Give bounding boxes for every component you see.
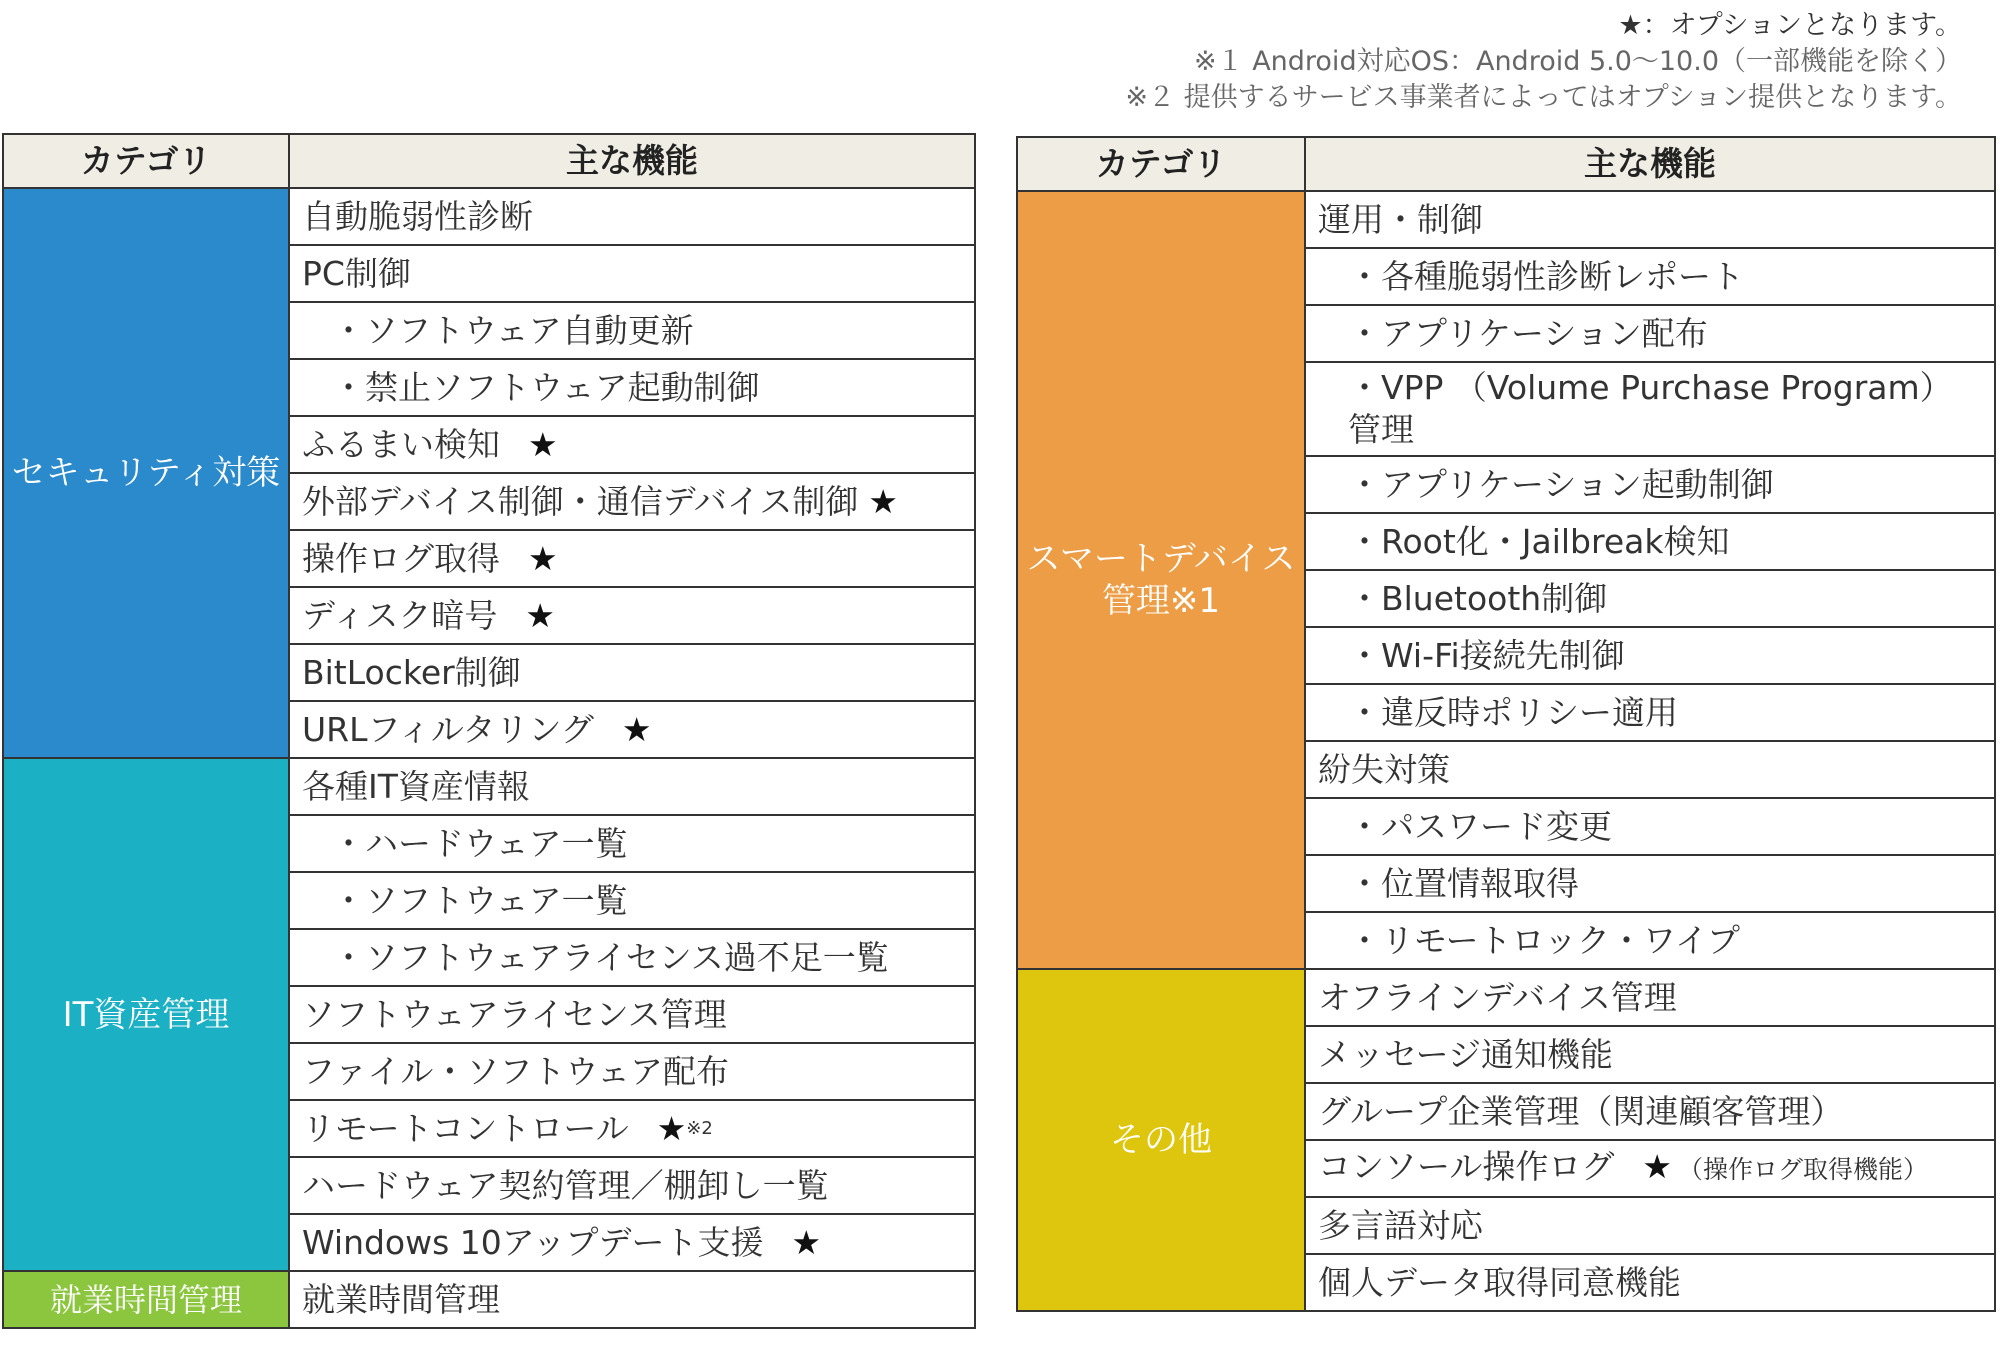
- feature-cell: ・アプリケーション配布: [1305, 305, 1995, 362]
- feature-cell: [289, 1214, 975, 1271]
- table-header-row: [3, 134, 975, 188]
- star-icon: ★: [1642, 1147, 1672, 1186]
- feature-cell: メッセージ通知機能: [1305, 1026, 1995, 1083]
- feature-cell: ・リモートロック・ワイプ: [1305, 912, 1995, 969]
- feature-cell: ファイル・ソフトウェア配布: [289, 1043, 975, 1100]
- feature-cell: [289, 1100, 975, 1157]
- feature-cell: ・位置情報取得: [1305, 855, 1995, 912]
- star-icon: ★: [621, 709, 652, 749]
- feature-cell: [289, 587, 975, 644]
- feature-text: ふるまい検知: [302, 424, 500, 464]
- feature-text: リモートコントロール: [302, 1108, 629, 1148]
- category-other: その他: [1017, 969, 1305, 1311]
- feature-cell: 自動脆弱性診断: [289, 188, 975, 245]
- note-star-option: ★：オプションとなります。: [1618, 10, 1962, 41]
- feature-table-right: [1016, 136, 1996, 1312]
- feature-cell: 各種IT資産情報: [289, 758, 975, 815]
- star-icon: ★: [525, 595, 555, 635]
- note-1-android-os: ※１ Android対応OS：Android 5.0～10.0（一部機能を除く）: [1193, 46, 1962, 77]
- feature-cell: [1305, 1140, 1995, 1197]
- feature-cell: 紛失対策: [1305, 741, 1995, 798]
- feature-text: Windows 10アップデート支援: [302, 1222, 764, 1262]
- feature-cell: ・ハードウェア一覧: [289, 815, 975, 872]
- feature-cell: BitLocker制御: [289, 644, 975, 701]
- note-ref-2: ※2: [686, 1117, 713, 1139]
- feature-cell: 運用・制御: [1305, 191, 1995, 248]
- header-features: 主な機能: [1305, 137, 1995, 191]
- note-2-provider-option: ※２ 提供するサービス事業者によってはオプション提供となります。: [1125, 82, 1962, 113]
- feature-cell: ソフトウェアライセンス管理: [289, 986, 975, 1043]
- feature-cell: 多言語対応: [1305, 1197, 1995, 1254]
- star-icon: ★: [528, 538, 558, 578]
- footnotes: [1125, 8, 1962, 116]
- category-smart-device: スマートデバイス管理※1: [1017, 191, 1305, 969]
- feature-cell: [289, 473, 975, 530]
- feature-cell: [289, 530, 975, 587]
- feature-cell: [289, 701, 975, 758]
- feature-text: ディスク暗号: [302, 595, 498, 635]
- feature-cell: ・Wi-Fi接続先制御: [1305, 627, 1995, 684]
- table-row: [3, 1271, 975, 1328]
- star-icon: ★: [868, 481, 898, 521]
- table-row: [1017, 969, 1995, 1026]
- feature-text: URLフィルタリング: [302, 709, 594, 749]
- feature-text: 外部デバイス制御・通信デバイス制御: [302, 481, 859, 521]
- feature-table-left: [2, 133, 976, 1329]
- feature-cell: ・Root化・Jailbreak検知: [1305, 513, 1995, 570]
- feature-cell: ・各種脆弱性診断レポート: [1305, 248, 1995, 305]
- header-category: カテゴリ: [3, 134, 289, 188]
- table-header-row: [1017, 137, 1995, 191]
- category-it-assets: IT資産管理: [3, 758, 289, 1271]
- feature-cell: PC制御: [289, 245, 975, 302]
- feature-text: 操作ログ取得: [302, 538, 500, 578]
- feature-cell: 就業時間管理: [289, 1271, 975, 1328]
- feature-cell: ・ソフトウェアライセンス過不足一覧: [289, 929, 975, 986]
- feature-cell: ・違反時ポリシー適用: [1305, 684, 1995, 741]
- feature-cell: ・パスワード変更: [1305, 798, 1995, 855]
- category-work-time: 就業時間管理: [3, 1271, 289, 1328]
- feature-cell: 個人データ取得同意機能: [1305, 1254, 1995, 1311]
- feature-cell: ・アプリケーション起動制御: [1305, 456, 1995, 513]
- table-row: [3, 188, 975, 245]
- feature-cell: ・ソフトウェア一覧: [289, 872, 975, 929]
- feature-cell: オフラインデバイス管理: [1305, 969, 1995, 1026]
- feature-cell: ハードウェア契約管理／棚卸し一覧: [289, 1157, 975, 1214]
- feature-text: コンソール操作ログ: [1318, 1147, 1615, 1186]
- star-icon: ★: [791, 1222, 822, 1262]
- table-row: [1017, 191, 1995, 248]
- header-features: 主な機能: [289, 134, 975, 188]
- table-row: [3, 758, 975, 815]
- feature-cell: [289, 416, 975, 473]
- feature-cell: グループ企業管理（関連顧客管理）: [1305, 1083, 1995, 1140]
- feature-cell: ・Bluetooth制御: [1305, 570, 1995, 627]
- category-security: セキュリティ対策: [3, 188, 289, 758]
- feature-cell: ・ソフトウェア自動更新: [289, 302, 975, 359]
- feature-cell: ・VPP （Volume Purchase Program）管理: [1305, 362, 1995, 456]
- feature-cell: ・禁止ソフトウェア起動制御: [289, 359, 975, 416]
- header-category: カテゴリ: [1017, 137, 1305, 191]
- star-icon: ★: [528, 424, 558, 464]
- star-icon: ★: [656, 1108, 687, 1148]
- console-log-note: （操作ログ取得機能）: [1677, 1155, 1928, 1184]
